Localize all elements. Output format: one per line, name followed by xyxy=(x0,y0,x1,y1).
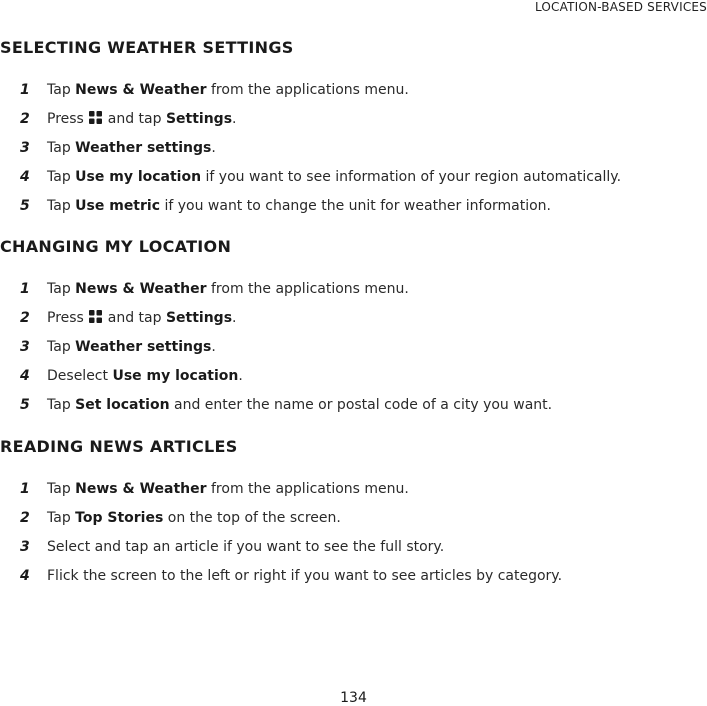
step-item xyxy=(0,333,700,362)
step-item xyxy=(0,134,700,163)
step-number: 2 xyxy=(20,510,30,526)
step-number: 3 xyxy=(20,539,30,555)
step-item xyxy=(0,533,700,562)
menu-grid-icon xyxy=(89,111,102,124)
step-text: Tap Top Stories on the top of the screen. xyxy=(47,510,341,526)
step-text: Flick the screen to the left or right if you want to see articles by category. xyxy=(47,568,563,584)
step-text: Press and tap Settings. xyxy=(47,111,237,127)
step-text: Tap Use my location if you want to see information of your region automatically. xyxy=(47,169,622,185)
step-item xyxy=(0,304,700,333)
step-list xyxy=(0,76,700,221)
section-reading-news xyxy=(0,437,700,591)
step-number: 4 xyxy=(20,568,30,584)
step-number: 1 xyxy=(20,281,30,297)
step-item xyxy=(0,562,700,591)
step-text: Select and tap an article if you want to see the full story. xyxy=(47,539,445,555)
step-list xyxy=(0,475,700,591)
step-number: 1 xyxy=(20,481,30,497)
step-number: 2 xyxy=(20,310,30,326)
step-item xyxy=(0,192,700,221)
step-number: 4 xyxy=(20,368,30,384)
step-text: Tap News & Weather from the applications menu. xyxy=(47,481,409,497)
step-text: Tap News & Weather from the applications menu. xyxy=(47,82,409,98)
step-number: 3 xyxy=(20,339,30,355)
section-weather-settings xyxy=(0,38,700,221)
step-number: 4 xyxy=(20,169,30,185)
step-text: Tap Weather settings. xyxy=(47,339,216,355)
step-text: Tap Weather settings. xyxy=(47,140,216,156)
running-header: LOCATION-BASED SERVICES xyxy=(534,0,707,14)
section-title: READING NEWS ARTICLES xyxy=(0,437,238,456)
step-text: Tap News & Weather from the applications menu. xyxy=(47,281,409,297)
step-number: 3 xyxy=(20,140,30,156)
step-item xyxy=(0,163,700,192)
section-title: CHANGING MY LOCATION xyxy=(0,237,232,256)
step-list xyxy=(0,275,700,420)
step-item xyxy=(0,76,700,105)
step-number: 2 xyxy=(20,111,30,127)
step-text: Deselect Use my location. xyxy=(47,368,243,384)
step-text: Tap Use metric if you want to change the unit for weather information. xyxy=(47,198,552,214)
step-number: 5 xyxy=(20,198,30,214)
page-number: 134 xyxy=(340,690,367,706)
step-item xyxy=(0,362,700,391)
step-item xyxy=(0,391,700,420)
section-changing-location xyxy=(0,237,700,420)
step-number: 5 xyxy=(20,397,30,413)
step-item xyxy=(0,475,700,504)
step-item xyxy=(0,105,700,134)
menu-grid-icon xyxy=(89,310,102,323)
step-text: Tap Set location and enter the name or postal code of a city you want. xyxy=(47,397,553,413)
step-number: 1 xyxy=(20,82,30,98)
step-item xyxy=(0,504,700,533)
step-text: Press and tap Settings. xyxy=(47,310,237,326)
section-title: SELECTING WEATHER SETTINGS xyxy=(0,38,294,57)
step-item xyxy=(0,275,700,304)
